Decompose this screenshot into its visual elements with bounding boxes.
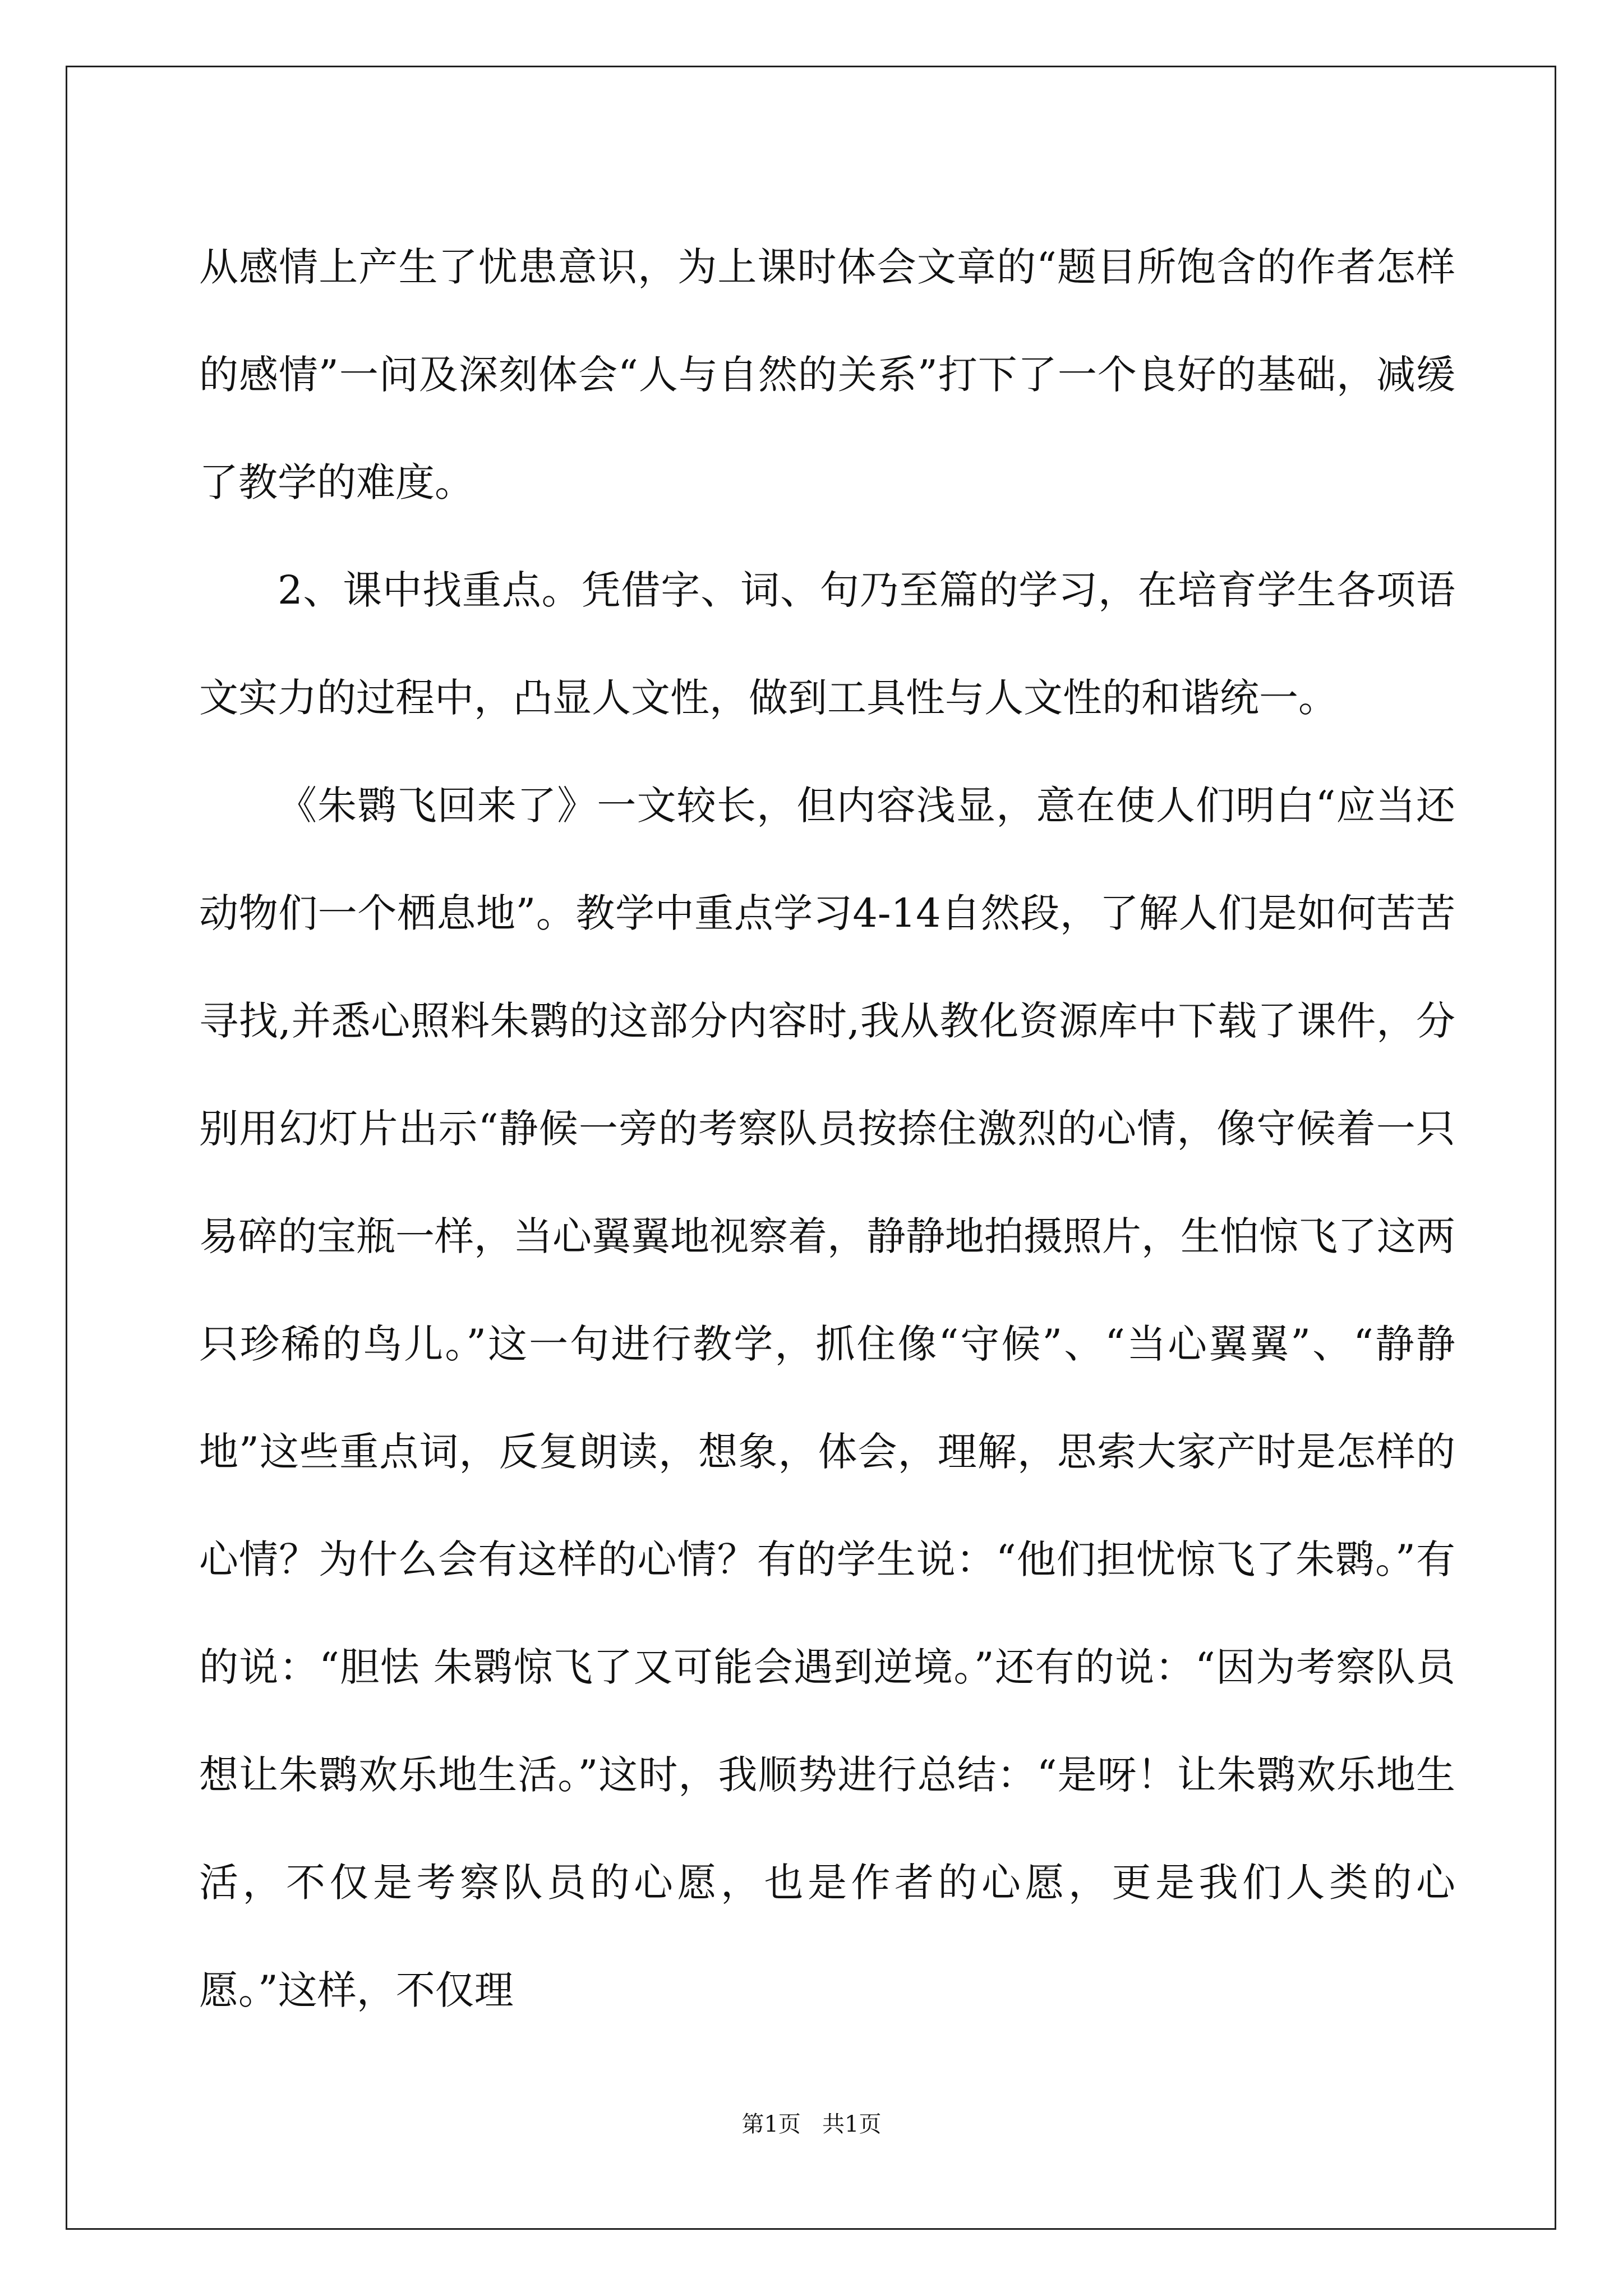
- paragraph-zhuhuan-lesson: 《朱鹮飞回来了》一文较长，但内容浅显，意在使人们明白“应当还动物们一个栖息地”。教学中重点学习4-14自然段，了解人们是如何苦苦寻找,并悉心照料朱鹮的这部分内容时,我从教化资源库中下载了课件，分别用幻灯片出示“静候一旁的考察队员按捺住激烈的心情，像守候着一只易碎的宝瓶一样，当心翼翼地视察着，静静地拍摄照片，生怕惊飞了这两只珍稀的鸟儿。”这一句进行教学，抓住像“守候”、“当心翼翼”、“静静地”这些重点词，反复朗读，想象，体会，理解，思索大家产时是怎样的心情？为什么会有这样的心情？有的学生说：“他们担忧惊飞了朱鹮。”有的说：“胆怯 朱鹮惊飞了又可能会遇到逆境。”还有的说：“因为考察队员想让朱鹮欢乐地生活。”这时，我顺势进行总结：“是呀！让朱鹮欢乐地生活，不仅是考察队员的心愿，也是作者的心愿，更是我们人类的心愿。”这样，不仅理: [199, 783, 1455, 2013]
- page-number-footer: 第1页 共1页: [741, 2111, 882, 2137]
- paragraph-key-points: 2、课中找重点。凭借字、词、句乃至篇的学习，在培育学生各项语文实力的过程中，凸显人文性，做到工具性与人文性的和谐统一。: [199, 567, 1455, 721]
- paragraph-continuation: 从感情上产生了忧患意识，为上课时体会文章的“题目所饱含的作者怎样的感情”一问及深刻体会“人与自然的关系”打下了一个良好的基础，减缓了教学的难度。: [199, 244, 1455, 505]
- document-body: [199, 213, 1455, 2044]
